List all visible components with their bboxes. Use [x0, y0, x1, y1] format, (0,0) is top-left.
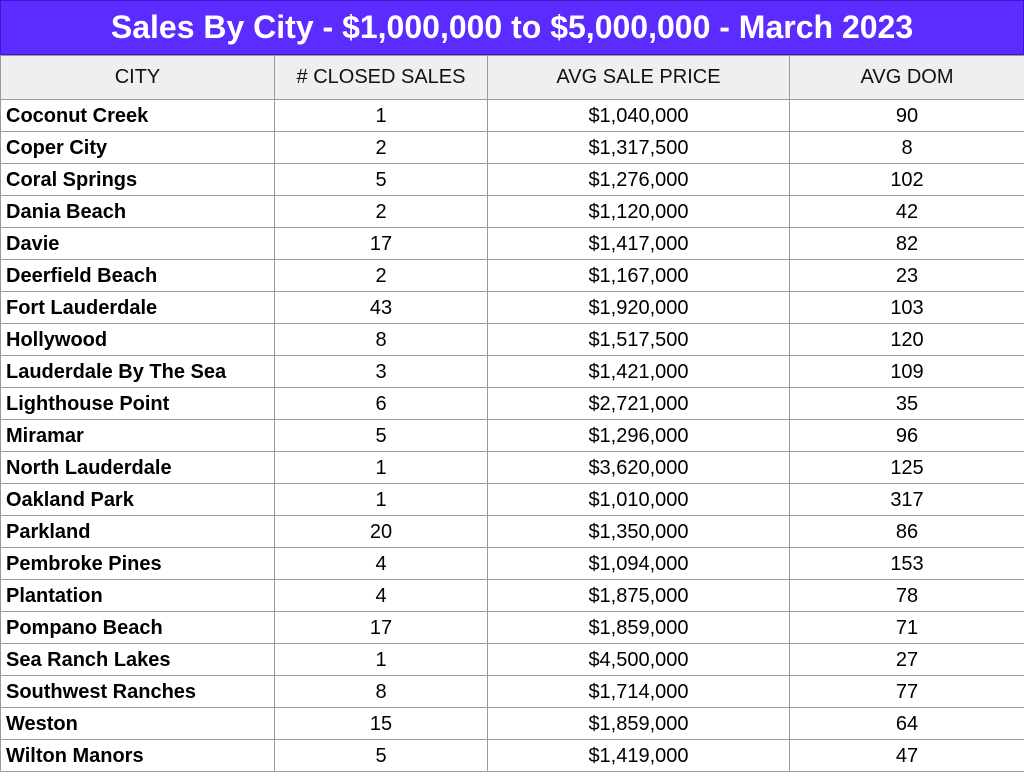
cell-city: Plantation — [1, 580, 275, 612]
cell-avg-sale-price: $2,721,000 — [488, 388, 790, 420]
cell-closed-sales: 2 — [275, 260, 488, 292]
cell-city: Coconut Creek — [1, 100, 275, 132]
table-row — [1, 100, 1024, 132]
cell-avg-sale-price: $1,276,000 — [488, 164, 790, 196]
table-row — [1, 260, 1024, 292]
table-row — [1, 356, 1024, 388]
cell-avg-dom: 317 — [790, 484, 1024, 516]
cell-avg-dom: 42 — [790, 196, 1024, 228]
cell-closed-sales: 20 — [275, 516, 488, 548]
cell-closed-sales: 8 — [275, 676, 488, 708]
cell-avg-dom: 35 — [790, 388, 1024, 420]
cell-city: Lauderdale By The Sea — [1, 356, 275, 388]
cell-avg-dom: 82 — [790, 228, 1024, 260]
cell-city: Parkland — [1, 516, 275, 548]
table-row — [1, 676, 1024, 708]
cell-closed-sales: 17 — [275, 228, 488, 260]
cell-closed-sales: 43 — [275, 292, 488, 324]
cell-avg-sale-price: $1,417,000 — [488, 228, 790, 260]
cell-closed-sales: 1 — [275, 644, 488, 676]
cell-avg-sale-price: $1,094,000 — [488, 548, 790, 580]
cell-closed-sales: 6 — [275, 388, 488, 420]
cell-avg-dom: 86 — [790, 516, 1024, 548]
cell-city: Sea Ranch Lakes — [1, 644, 275, 676]
cell-closed-sales: 17 — [275, 612, 488, 644]
cell-avg-dom: 125 — [790, 452, 1024, 484]
table-row — [1, 420, 1024, 452]
cell-avg-sale-price: $1,167,000 — [488, 260, 790, 292]
cell-avg-sale-price: $1,419,000 — [488, 740, 790, 772]
cell-city: Oakland Park — [1, 484, 275, 516]
cell-closed-sales: 5 — [275, 420, 488, 452]
cell-avg-sale-price: $3,620,000 — [488, 452, 790, 484]
cell-avg-sale-price: $4,500,000 — [488, 644, 790, 676]
cell-avg-sale-price: $1,920,000 — [488, 292, 790, 324]
cell-avg-dom: 47 — [790, 740, 1024, 772]
cell-avg-sale-price: $1,317,500 — [488, 132, 790, 164]
cell-city: Southwest Ranches — [1, 676, 275, 708]
cell-closed-sales: 5 — [275, 164, 488, 196]
cell-avg-sale-price: $1,120,000 — [488, 196, 790, 228]
cell-city: Miramar — [1, 420, 275, 452]
cell-avg-dom: 103 — [790, 292, 1024, 324]
cell-avg-sale-price: $1,859,000 — [488, 612, 790, 644]
table-row — [1, 228, 1024, 260]
cell-closed-sales: 2 — [275, 196, 488, 228]
cell-avg-sale-price: $1,421,000 — [488, 356, 790, 388]
cell-closed-sales: 1 — [275, 100, 488, 132]
cell-city: Coper City — [1, 132, 275, 164]
header-avg-dom: AVG DOM — [790, 56, 1024, 100]
table-row — [1, 708, 1024, 740]
cell-avg-dom: 102 — [790, 164, 1024, 196]
cell-avg-dom: 27 — [790, 644, 1024, 676]
cell-avg-sale-price: $1,040,000 — [488, 100, 790, 132]
table-row — [1, 612, 1024, 644]
cell-closed-sales: 5 — [275, 740, 488, 772]
cell-avg-dom: 78 — [790, 580, 1024, 612]
cell-city: Pompano Beach — [1, 612, 275, 644]
header-row — [1, 56, 1024, 100]
cell-avg-sale-price: $1,875,000 — [488, 580, 790, 612]
cell-avg-sale-price: $1,859,000 — [488, 708, 790, 740]
table-row — [1, 580, 1024, 612]
table-body — [1, 100, 1024, 772]
cell-avg-sale-price: $1,010,000 — [488, 484, 790, 516]
cell-avg-sale-price: $1,350,000 — [488, 516, 790, 548]
cell-avg-dom: 23 — [790, 260, 1024, 292]
table-row — [1, 292, 1024, 324]
cell-closed-sales: 1 — [275, 452, 488, 484]
cell-avg-sale-price: $1,714,000 — [488, 676, 790, 708]
cell-city: Coral Springs — [1, 164, 275, 196]
cell-city: North Lauderdale — [1, 452, 275, 484]
cell-avg-dom: 77 — [790, 676, 1024, 708]
cell-city: Lighthouse Point — [1, 388, 275, 420]
table-row — [1, 164, 1024, 196]
table-row — [1, 132, 1024, 164]
cell-city: Weston — [1, 708, 275, 740]
cell-city: Davie — [1, 228, 275, 260]
sales-table — [0, 55, 1024, 772]
cell-avg-dom: 120 — [790, 324, 1024, 356]
table-row — [1, 452, 1024, 484]
cell-city: Fort Lauderdale — [1, 292, 275, 324]
table-row — [1, 388, 1024, 420]
cell-closed-sales: 3 — [275, 356, 488, 388]
table-row — [1, 740, 1024, 772]
cell-city: Deerfield Beach — [1, 260, 275, 292]
table-row — [1, 196, 1024, 228]
cell-avg-sale-price: $1,517,500 — [488, 324, 790, 356]
cell-closed-sales: 15 — [275, 708, 488, 740]
cell-closed-sales: 2 — [275, 132, 488, 164]
cell-city: Wilton Manors — [1, 740, 275, 772]
header-closed-sales: # CLOSED SALES — [275, 56, 488, 100]
cell-avg-dom: 71 — [790, 612, 1024, 644]
table-row — [1, 484, 1024, 516]
cell-city: Dania Beach — [1, 196, 275, 228]
cell-closed-sales: 4 — [275, 580, 488, 612]
page-title: Sales By City - $1,000,000 to $5,000,000 - March 2023 — [0, 0, 1024, 55]
cell-avg-sale-price: $1,296,000 — [488, 420, 790, 452]
cell-avg-dom: 64 — [790, 708, 1024, 740]
cell-avg-dom: 8 — [790, 132, 1024, 164]
table-row — [1, 324, 1024, 356]
header-city: CITY — [1, 56, 275, 100]
cell-closed-sales: 1 — [275, 484, 488, 516]
table-row — [1, 548, 1024, 580]
table-row — [1, 516, 1024, 548]
cell-avg-dom: 109 — [790, 356, 1024, 388]
header-avg-sale-price: AVG SALE PRICE — [488, 56, 790, 100]
cell-avg-dom: 96 — [790, 420, 1024, 452]
cell-avg-dom: 153 — [790, 548, 1024, 580]
table-row — [1, 644, 1024, 676]
cell-closed-sales: 4 — [275, 548, 488, 580]
cell-city: Pembroke Pines — [1, 548, 275, 580]
cell-avg-dom: 90 — [790, 100, 1024, 132]
cell-closed-sales: 8 — [275, 324, 488, 356]
cell-city: Hollywood — [1, 324, 275, 356]
